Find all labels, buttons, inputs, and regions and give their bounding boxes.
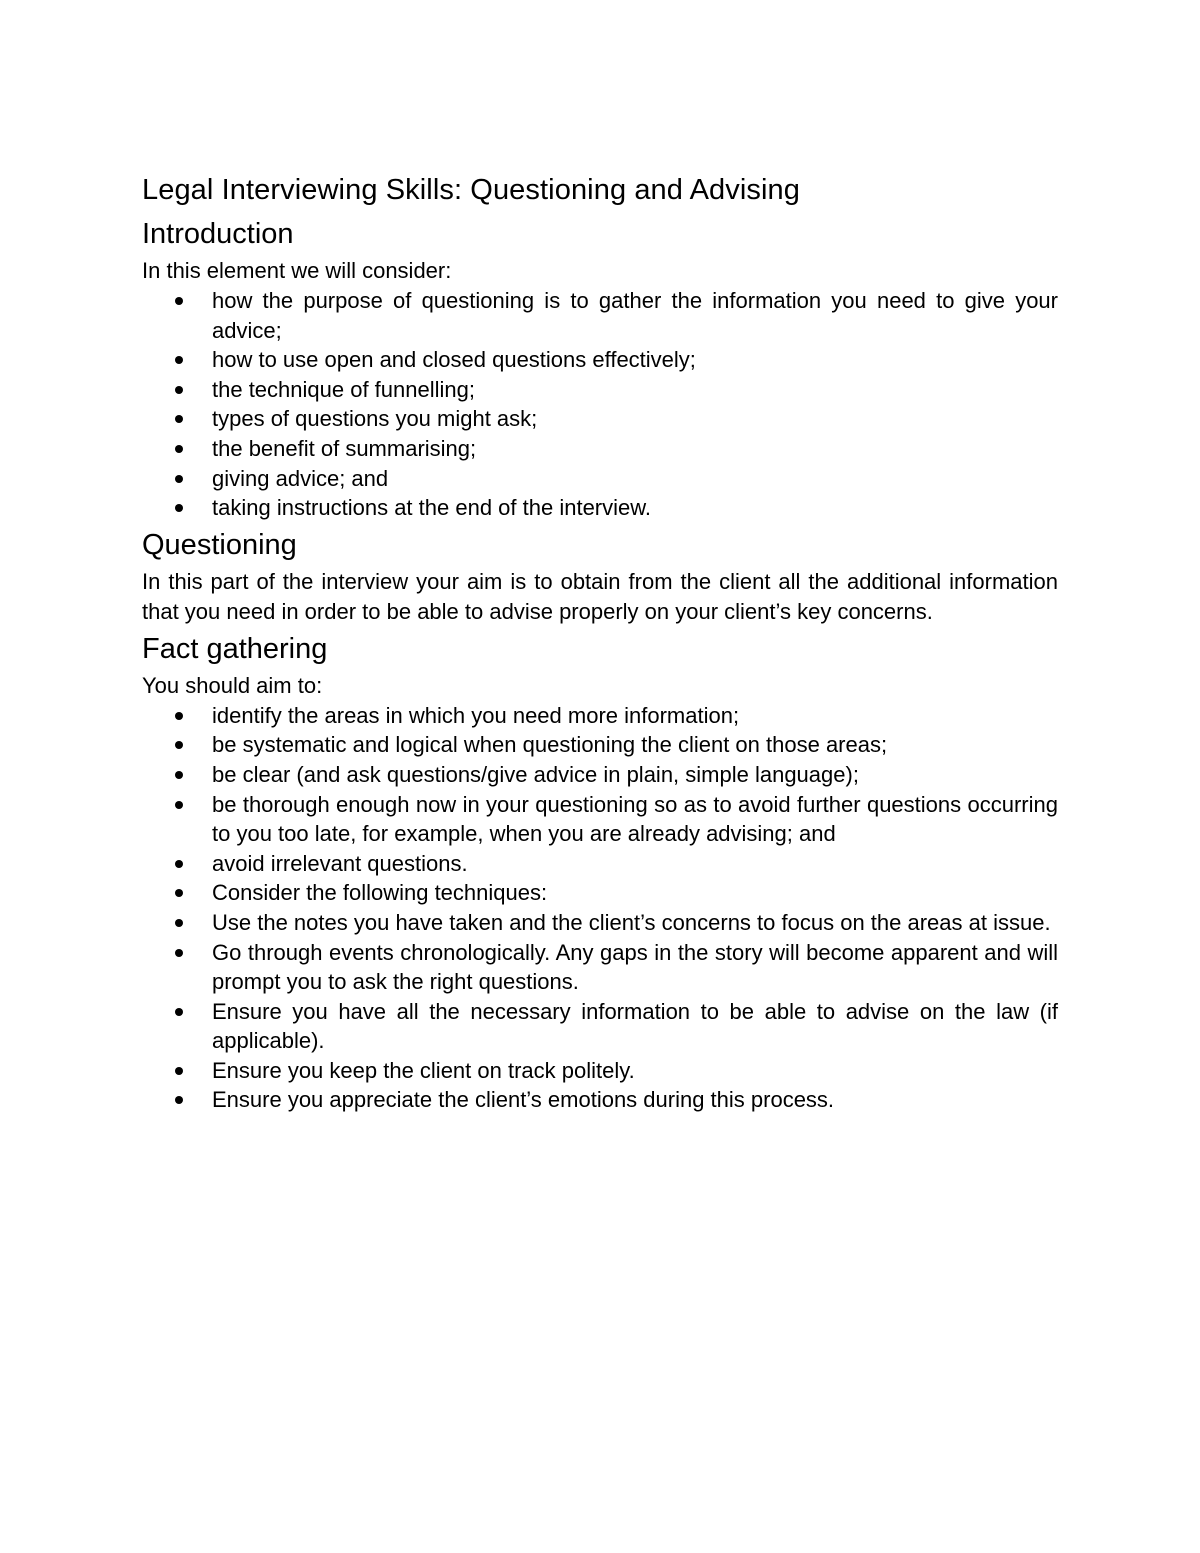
list-item-text: taking instructions at the end of the interview. [212, 495, 652, 521]
bullet-icon [175, 386, 183, 394]
list-item-text: avoid irrelevant questions. [212, 850, 468, 876]
introduction-heading: Introduction [142, 218, 294, 250]
list-item-text: how the purpose of questioning is to gather the information you need to give your advice; [212, 288, 1058, 343]
list-item-text: Ensure you appreciate the client’s emotions during this process. [212, 1087, 835, 1113]
list-item-text: be clear (and ask questions/give advice in plain, simple language); [212, 761, 859, 787]
bullet-icon [175, 741, 183, 749]
bullet-icon [175, 801, 183, 809]
list-item-text: Consider the following techniques: [212, 880, 548, 906]
list-item-text: be systematic and logical when questioning the client on those areas; [212, 732, 888, 758]
list-item-text: Go through events chronologically. Any gaps in the story will become apparent and will prompt you to ask the right questions. [212, 939, 1058, 995]
bullet-icon [175, 771, 183, 779]
list-item-text: types of questions you might ask; [212, 406, 538, 432]
list-item-text: the technique of funnelling; [212, 376, 475, 402]
document-title: Legal Interviewing Skills: Questioning and Advising [142, 174, 800, 206]
list-item-text: Ensure you keep the client on track politely. [212, 1057, 635, 1083]
fact-gathering-lead: You should aim to: [142, 672, 323, 698]
list-item-text: Use the notes you have taken and the client’s concerns to focus on the areas at issue. [212, 909, 1051, 935]
list-item [142, 997, 1058, 1056]
list-item-text: how to use open and closed questions effectively; [212, 347, 696, 373]
list-item [142, 730, 1058, 760]
list-item [142, 1056, 1058, 1086]
list-item [142, 404, 1058, 434]
bullet-icon [175, 504, 183, 512]
bullet-icon [175, 860, 183, 868]
bullet-icon [175, 712, 183, 720]
bullet-icon [175, 297, 183, 305]
list-item [142, 345, 1058, 375]
list-item [142, 790, 1058, 849]
bullet-icon [175, 415, 183, 423]
list-item [142, 849, 1058, 879]
bullet-icon [175, 1096, 183, 1104]
list-item-text: giving advice; and [212, 465, 389, 491]
list-item [142, 760, 1058, 790]
list-item [142, 1085, 1058, 1115]
bullet-icon [175, 949, 183, 957]
document-page [142, 168, 1058, 1115]
bullet-icon [175, 445, 183, 453]
list-item [142, 434, 1058, 464]
fact-gathering-heading: Fact gathering [142, 632, 328, 665]
bullet-icon [175, 1067, 183, 1075]
list-item-text: Ensure you have all the necessary information to be able to advise on the law (if applicable). [212, 998, 1058, 1054]
questioning-paragraph: In this part of the interview your aim is to obtain from the client all the additional information that you need in order to be able to advise properly on your client’s key concerns. [142, 568, 1058, 624]
bullet-icon [175, 889, 183, 897]
introduction-list [142, 286, 1058, 523]
introduction-lead: In this element we will consider: [142, 258, 452, 283]
list-item [142, 375, 1058, 405]
fact-gathering-list [142, 701, 1058, 1115]
bullet-icon [175, 475, 183, 483]
list-item [142, 464, 1058, 494]
bullet-icon [175, 356, 183, 364]
list-item [142, 938, 1058, 997]
list-item [142, 493, 1058, 523]
questioning-heading: Questioning [142, 528, 297, 561]
list-item [142, 908, 1058, 938]
bullet-icon [175, 919, 183, 927]
bullet-icon [175, 1008, 183, 1016]
list-item-text: be thorough enough now in your questioning so as to avoid further questions occurring to you too late, for example, when you are already advising; and [212, 791, 1058, 847]
list-item [142, 286, 1058, 345]
list-item-text: the benefit of summarising; [212, 435, 477, 461]
list-item [142, 701, 1058, 731]
list-item-text: identify the areas in which you need more information; [212, 702, 740, 728]
list-item [142, 878, 1058, 908]
